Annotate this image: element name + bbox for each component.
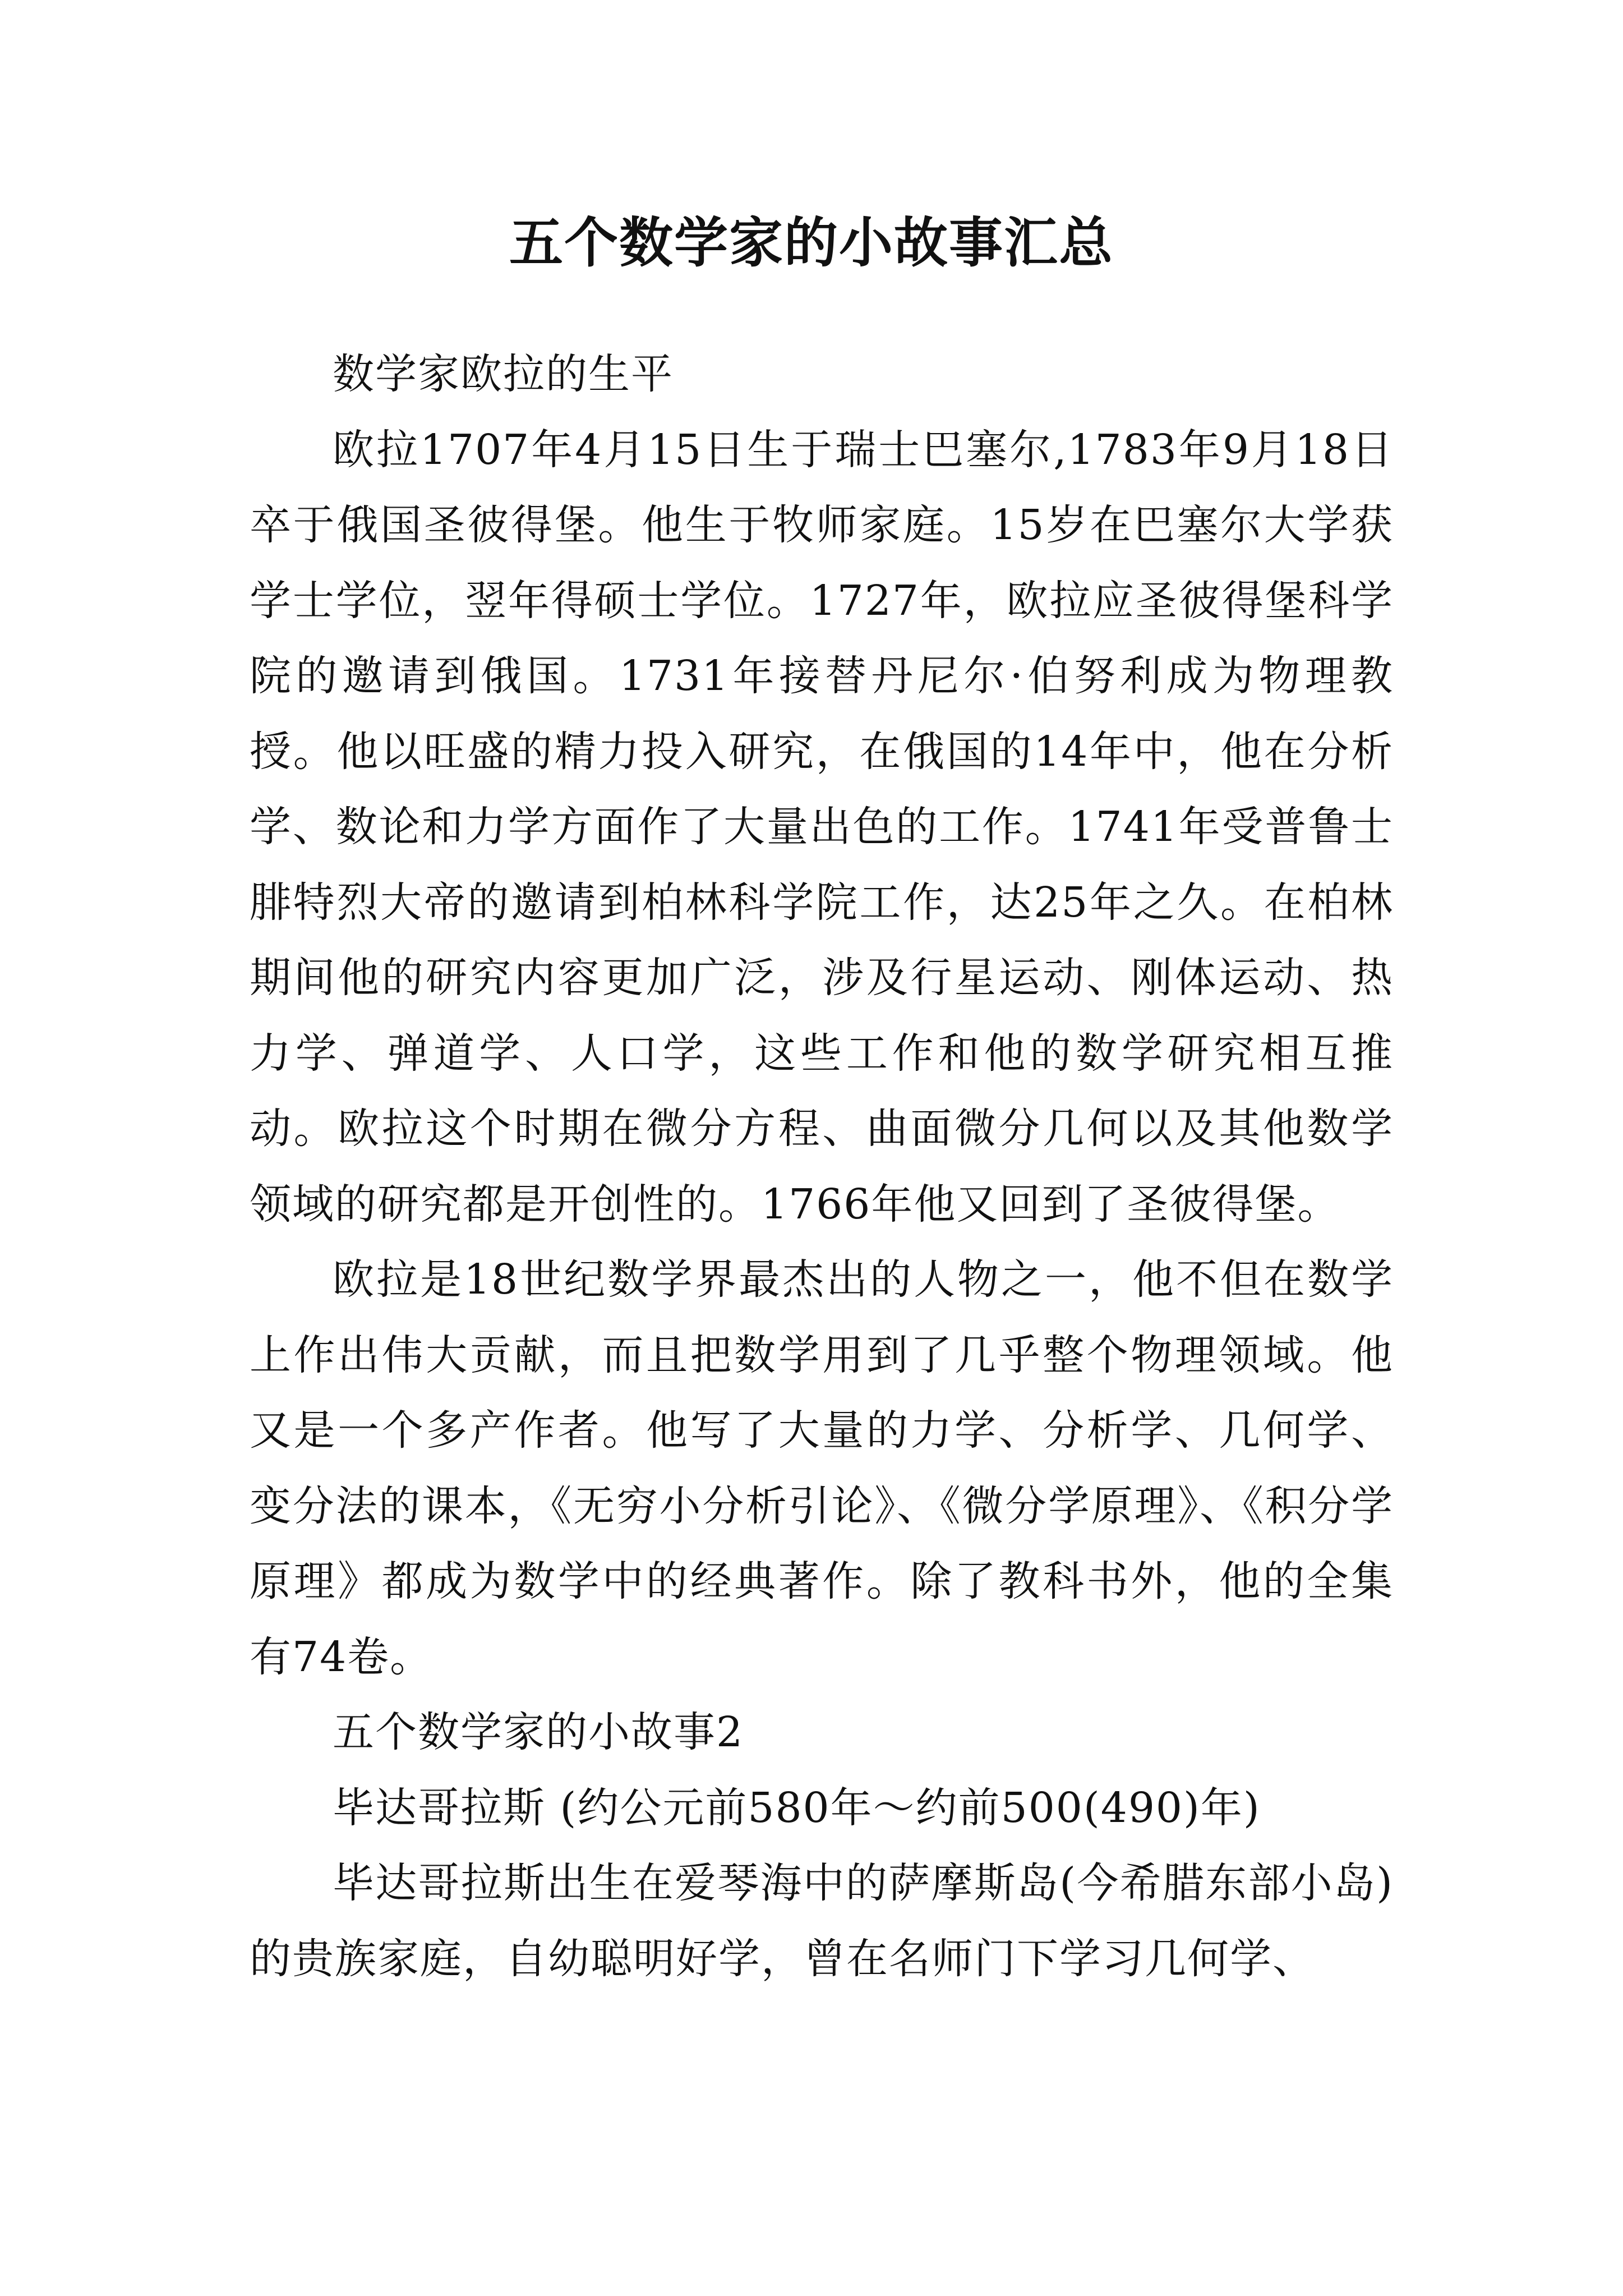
- section-heading-story-2: 五个数学家的小故事2: [333, 1708, 744, 1756]
- section-heading-euler: 数学家欧拉的生平: [333, 350, 674, 398]
- paragraph-euler-contributions: 欧拉是18世纪数学界最杰出的人物之一，他不但在数学上作出伟大贡献，而且把数学用到了几乎整个物理领域。他又是一个多产作者。他写了大量的力学、分析学、几何学、变分法的课本，《无穷小分析引论》、《微分学原理》、《积分学原理》都成为数学中的经典著作。除了教科书外，他的全集有74卷。: [250, 1255, 1394, 1681]
- paragraph-pythagoras-biography: 毕达哥拉斯出生在爱琴海中的萨摩斯岛(今希腊东部小岛)的贵族家庭，自幼聪明好学，曾在名师门下学习几何学、: [250, 1859, 1394, 1983]
- paragraph-euler-biography: 欧拉1707年4月15日生于瑞士巴塞尔,1783年9月18日卒于俄国圣彼得堡。他生于牧师家庭。15岁在巴塞尔大学获学士学位，翌年得硕士学位。1727年，欧拉应圣彼得堡科学院的邀请到俄国。1731年接替丹尼尔·伯努利成为物理教授。他以旺盛的精力投入研究，在俄国的14年中，他在分析学、数论和力学方面作了大量出色的工作。1741年受普鲁士腓特烈大帝的邀请到柏林科学院工作，达25年之久。在柏林期间他的研究内容更加广泛，涉及行星运动、刚体运动、热力学、弹道学、人口学，这些工作和他的数学研究相互推动。欧拉这个时期在微分方程、曲面微分几何以及其他数学领域的研究都是开创性的。1766年他又回到了圣彼得堡。: [250, 425, 1394, 1228]
- document-title: 五个数学家的小故事汇总: [509, 211, 1114, 274]
- subheading-pythagoras: 毕达哥拉斯 (约公元前580年～约前500(490)年): [333, 1783, 1261, 1832]
- document-body: [250, 337, 1394, 1996]
